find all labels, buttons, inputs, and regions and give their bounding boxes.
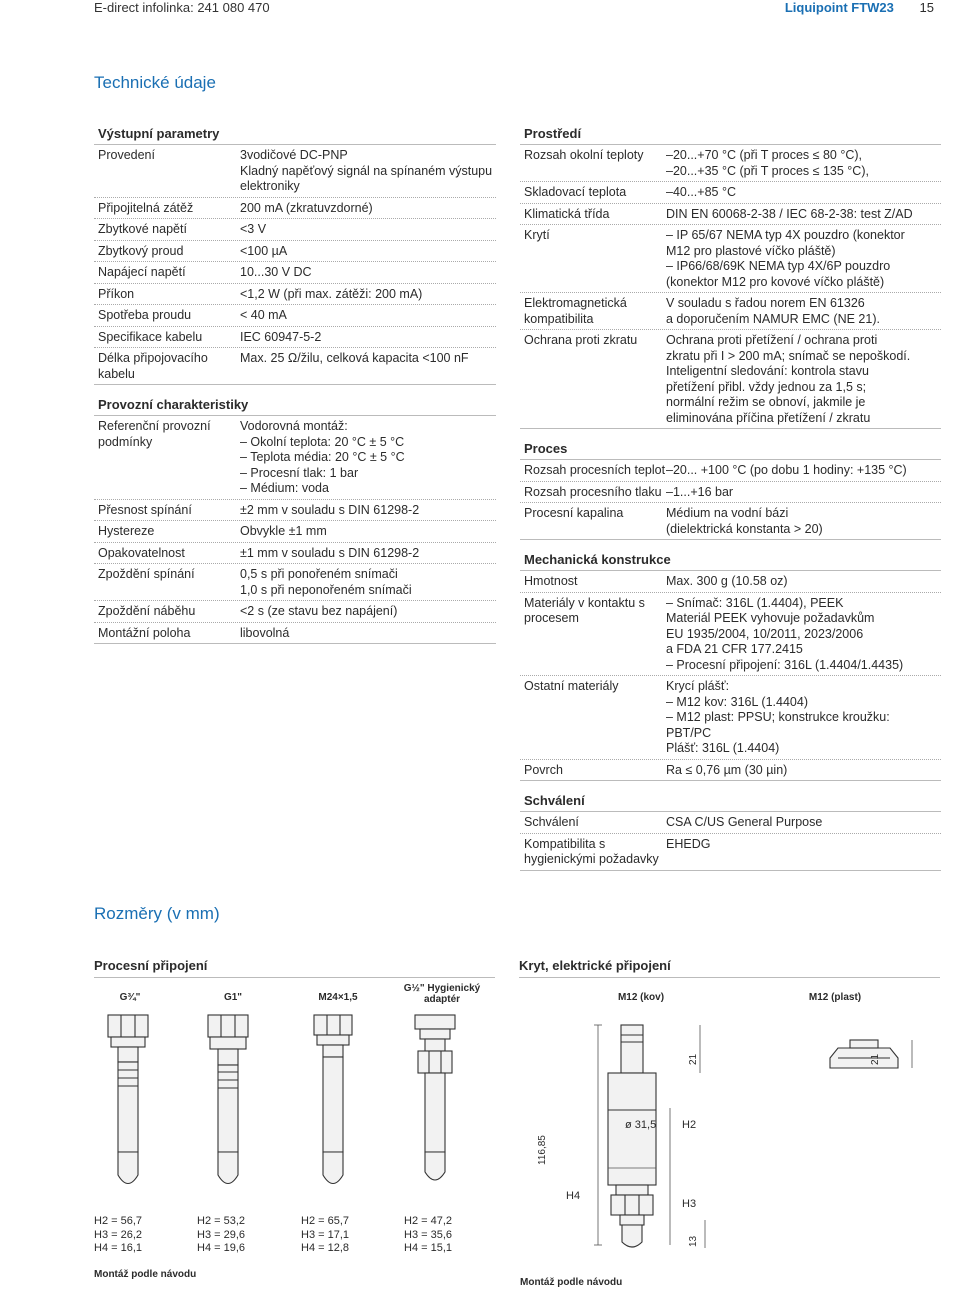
spec-value-line: (konektor M12 pro kovové víčko pláště) — [666, 274, 885, 289]
h4-value: H4 = 12,8 — [301, 1242, 350, 1254]
spec-row — [94, 145, 496, 198]
left-spec-column — [94, 126, 496, 644]
spec-label: Rozsah procesního tlaku — [524, 484, 662, 499]
spec-value-line: PBT/PC — [666, 725, 712, 740]
group-title: Mechanická konstrukce — [520, 552, 941, 571]
spec-label: Připojitelná zátěž — [98, 200, 194, 215]
spec-value-line: 1,0 s při neponořeném snímači — [240, 582, 412, 597]
spec-value-line: ±2 mm v souladu s DIN 61298-2 — [240, 502, 420, 517]
spec-row — [520, 812, 941, 834]
spec-value — [666, 815, 941, 831]
spec-value-line: Max. 300 g (10.58 oz) — [666, 574, 788, 588]
spec-value-line: 10...30 V DC — [240, 265, 312, 279]
connection-caption: M24×1,5 — [318, 992, 358, 1003]
spec-row — [520, 225, 941, 293]
h2-label: H2 — [682, 1119, 697, 1131]
spec-value-line: Médium na vodní bázi — [666, 506, 789, 520]
spec-label: Hystereze — [98, 524, 155, 538]
spec-row — [520, 460, 941, 482]
divider — [519, 977, 940, 978]
connection-drawing-g12-hygienic — [415, 1015, 455, 1180]
spec-value-line: <1,2 W (při max. zátěži: 200 mA) — [240, 286, 423, 301]
spec-value-line: EU 1935/2004, 10/2011, 2023/2006 — [666, 626, 864, 641]
spec-value-line: <3 V — [240, 222, 267, 236]
spec-value-line: Max. 25 Ω/žilu, celková kapacita <100 nF — [240, 351, 469, 365]
spec-value-line: a doporučením NAMUR EMC (NE 21). — [666, 311, 880, 326]
spec-value-line: –20...+70 °C (při T proces ≤ 80 °C), — [666, 148, 862, 162]
spec-label: Opakovatelnost — [98, 545, 185, 560]
spec-label: Ochrana proti zkratu — [524, 333, 638, 347]
spec-label: Kompatibilita s hygienickými požadavky — [524, 836, 659, 866]
spec-value-line: <100 µA — [240, 243, 288, 258]
spec-label: Schválení — [524, 815, 579, 829]
h4-value: H4 = 19,6 — [197, 1242, 246, 1254]
spec-value-line: – Teplota média: 20 °C ± 5 °C — [240, 450, 405, 464]
spec-row — [520, 293, 941, 330]
spec-value-line: (dielektrická konstanta > 20) — [666, 521, 823, 536]
spec-value-line: Obvykle ±1 mm — [240, 524, 327, 538]
spec-value — [240, 148, 496, 195]
spec-row — [520, 204, 941, 226]
h2-value: H2 = 56,7 — [94, 1215, 143, 1227]
group-spacer — [94, 385, 496, 397]
spec-row — [94, 348, 496, 385]
group-spacer — [520, 781, 941, 793]
spec-row — [520, 571, 941, 593]
spec-value — [666, 185, 941, 201]
h2-value: H2 = 53,2 — [197, 1215, 246, 1227]
spec-label: Procesní kapalina — [524, 506, 624, 520]
spec-value-line: 200 mA (zkratuvzdorné) — [240, 200, 373, 215]
spec-label: Zbytkové napětí — [98, 222, 187, 236]
housing-title: Kryt, elektrické připojení — [519, 958, 671, 973]
cap-height-label: 21 — [688, 1053, 699, 1065]
spec-value-line: libovolná — [240, 625, 290, 640]
spec-value-line: Inteligentní sledování: kontrola stavu — [666, 364, 869, 378]
group-spacer — [520, 540, 941, 552]
spec-row — [94, 500, 496, 522]
spec-value-line: CSA C/US General Purpose — [666, 815, 823, 829]
spec-value-line: DIN EN 60068-2-38 / IEC 68-2-38: test Z/AD — [666, 206, 913, 221]
diameter-label: ø 31,5 — [625, 1119, 657, 1131]
connection-drawing-m24 — [314, 1015, 352, 1184]
spec-value — [240, 524, 496, 540]
spec-value — [666, 506, 941, 537]
h2-value: H2 = 47,2 — [404, 1215, 453, 1227]
spec-label: Montážní poloha — [98, 625, 191, 640]
spec-value — [240, 287, 496, 303]
housing-caption-metal: M12 (kov) — [617, 992, 665, 1003]
h4-label: H4 — [566, 1190, 581, 1202]
section-title: Technické údaje — [94, 73, 216, 92]
spec-value — [240, 244, 496, 260]
h3-value: H3 = 29,6 — [197, 1228, 246, 1241]
spec-row — [520, 834, 941, 871]
h3-label: H3 — [682, 1198, 697, 1210]
spec-value — [240, 503, 496, 519]
spec-value — [666, 148, 941, 179]
h3-value: H3 = 35,6 — [404, 1228, 453, 1241]
hotline-text: E-direct infolinka: 241 080 470 — [94, 0, 270, 15]
spec-label: Specifikace kabelu — [98, 329, 203, 344]
spec-label: Zbytkový proud — [98, 243, 184, 258]
spec-label: Hmotnost — [524, 574, 578, 588]
spec-row — [94, 416, 496, 500]
spec-value — [666, 296, 941, 327]
spec-value-line: Ra ≤ 0,76 µm (30 µin) — [666, 762, 788, 777]
mounting-note: Montáž podle návodu — [520, 1277, 623, 1288]
spec-value — [666, 333, 941, 426]
connection-caption: G¾" — [119, 992, 141, 1003]
spec-value-line: –20... +100 °C (po dobu 1 hodiny: +135 °C) — [666, 463, 907, 477]
connection-drawing-g34 — [108, 1015, 148, 1184]
spec-row — [520, 182, 941, 204]
spec-value-line: – IP66/68/69K NEMA typ 4X/6P pouzdro — [666, 259, 891, 273]
spec-value-line: < 40 mA — [240, 308, 287, 322]
spec-value-line: zkratu při I > 200 mA; snímač se nepoškodí. — [666, 348, 911, 363]
spec-value — [240, 308, 496, 324]
spec-row — [94, 262, 496, 284]
group-spacer — [520, 429, 941, 441]
spec-row — [94, 198, 496, 220]
spec-value — [240, 351, 496, 382]
spec-value-line: 3vodičové DC-PNP — [240, 148, 348, 162]
spec-value-line: –40...+85 °C — [666, 185, 736, 199]
process-connection-drawings — [94, 1010, 496, 1210]
h2-value: H2 = 65,7 — [301, 1215, 350, 1227]
spec-value-line: eliminována příčina přetížení / zkratu — [666, 410, 871, 425]
spec-value — [666, 596, 941, 674]
spec-value — [240, 626, 496, 642]
group-title: Prostředí — [520, 126, 941, 145]
dimensions-title: Rozměry (v mm) — [94, 904, 220, 923]
spec-value-line: normální režim se obnoví, jakmile je — [666, 395, 866, 409]
spec-value — [666, 207, 941, 223]
spec-value-line: – Okolní teplota: 20 °C ± 5 °C — [240, 434, 405, 449]
spec-value-line: a FDA 21 CFR 177.2415 — [666, 642, 803, 656]
spec-value-line: V souladu s řadou norem EN 61326 — [666, 296, 865, 310]
process-connection-title: Procesní připojení — [94, 958, 208, 973]
spec-value-line: Materiál PEEK vyhovuje požadavkům — [666, 611, 875, 625]
spec-row — [94, 327, 496, 349]
h3-value: H3 = 17,1 — [301, 1228, 350, 1241]
spec-value-line: – Procesní tlak: 1 bar — [240, 465, 359, 480]
spec-label: Zpoždění spínání — [98, 567, 195, 581]
spec-value-line: EHEDG — [666, 836, 711, 851]
spec-label: Elektromagnetická kompatibilita — [524, 296, 627, 326]
spec-value-line: Krycí plášť: — [666, 679, 730, 693]
spec-label: Délka připojovacího kabelu — [98, 351, 208, 381]
spec-value-line: ±1 mm v souladu s DIN 61298-2 — [240, 545, 420, 560]
spec-value-line: Vodorovná montáž: — [240, 419, 348, 433]
housing-caption-plastic: M12 (plast) — [808, 992, 862, 1003]
spec-label: Klimatická třída — [524, 206, 610, 221]
spec-row — [520, 145, 941, 182]
spec-value — [240, 604, 496, 620]
spec-value — [666, 574, 941, 590]
spec-row — [94, 241, 496, 263]
group-title: Provozní charakteristiky — [94, 397, 496, 416]
group-title: Proces — [520, 441, 941, 460]
spec-row — [94, 543, 496, 565]
spec-value-line: elektroniky — [240, 179, 300, 193]
spec-row — [94, 564, 496, 601]
spec-value — [240, 222, 496, 238]
spec-value — [240, 201, 496, 217]
spec-value-line: – Snímač: 316L (1.4404), PEEK — [666, 595, 844, 610]
tip-height-label: 13 — [688, 1235, 699, 1247]
spec-value-line: – Procesní připojení: 316L (1.4404/1.4435) — [666, 657, 904, 672]
h4-value: H4 = 16,1 — [94, 1242, 143, 1254]
spec-value — [666, 228, 941, 290]
spec-value-line: – Médium: voda — [240, 481, 329, 495]
spec-value — [666, 679, 941, 757]
total-height-label: 116,85 — [537, 1135, 548, 1165]
spec-label: Příkon — [98, 286, 135, 301]
spec-label: Krytí — [524, 228, 550, 242]
spec-label: Provedení — [98, 148, 155, 162]
spec-value — [666, 837, 941, 868]
connection-caption: G½" Hygienický adaptér — [403, 983, 481, 1005]
spec-value — [666, 463, 941, 479]
spec-label: Ostatní materiály — [524, 679, 619, 693]
group-title: Schválení — [520, 793, 941, 812]
spec-row — [520, 676, 941, 760]
spec-value-line: přetížení přibl. vždy jednou za 1,5 s; — [666, 379, 867, 394]
cap-height-label: 21 — [870, 1053, 881, 1065]
spec-row — [94, 219, 496, 241]
spec-label: Skladovací teplota — [524, 185, 627, 199]
spec-value-line: –1...+16 bar — [666, 484, 734, 499]
spec-row — [520, 482, 941, 504]
spec-value — [240, 567, 496, 598]
spec-value-line: Kladný napěťový signál na spínaném výstupu — [240, 163, 493, 178]
spec-value — [240, 546, 496, 562]
spec-value — [240, 419, 496, 497]
spec-label: Zpoždění náběhu — [98, 604, 196, 618]
spec-value — [666, 763, 941, 779]
spec-label: Rozsah procesních teplot — [524, 463, 666, 477]
spec-value-line: – IP 65/67 NEMA typ 4X pouzdro (konektor — [666, 228, 905, 242]
spec-value-line: Plášť: 316L (1.4404) — [666, 741, 780, 755]
page-number: 15 — [919, 0, 934, 15]
spec-value-line: IEC 60947-5-2 — [240, 329, 322, 344]
h4-value: H4 = 15,1 — [404, 1242, 453, 1254]
spec-value-line: – M12 kov: 316L (1.4404) — [666, 694, 808, 709]
spec-row — [94, 305, 496, 327]
h3-value: H3 = 26,2 — [94, 1228, 143, 1241]
spec-value-line: <2 s (ze stavu bez napájení) — [240, 604, 398, 618]
group-title: Výstupní parametry — [94, 126, 496, 145]
page-header — [94, 0, 934, 18]
spec-value — [240, 265, 496, 281]
spec-label: Spotřeba proudu — [98, 308, 192, 322]
connection-drawing-g1 — [208, 1015, 248, 1184]
spec-value-line: Ochrana proti přetížení / ochrana proti — [666, 333, 878, 347]
divider — [94, 977, 495, 978]
spec-row — [94, 623, 496, 645]
spec-label: Napájecí napětí — [98, 265, 186, 279]
spec-value-line: 0,5 s při ponořeném snímači — [240, 567, 398, 581]
right-spec-column — [520, 126, 941, 871]
product-name: Liquipoint FTW23 — [784, 0, 894, 15]
spec-value — [240, 330, 496, 346]
spec-row — [94, 521, 496, 543]
spec-row — [520, 503, 941, 540]
spec-row — [520, 330, 941, 429]
spec-row — [94, 601, 496, 623]
spec-row — [94, 284, 496, 306]
spec-value-line: M12 pro plastové víčko pláště) — [666, 243, 836, 258]
mounting-note: Montáž podle návodu — [94, 1269, 197, 1280]
spec-value-line: –20...+35 °C (při T proces ≤ 135 °C), — [666, 163, 869, 178]
spec-label: Přesnost spínání — [98, 502, 192, 517]
spec-label: Rozsah okolní teploty — [524, 148, 644, 162]
spec-label: Materiály v kontaktu s procesem — [524, 595, 645, 625]
spec-value — [666, 485, 941, 501]
spec-label: Referenční provozní podmínky — [98, 419, 211, 449]
spec-label: Povrch — [524, 762, 563, 777]
spec-row — [520, 760, 941, 782]
connection-caption: G1" — [223, 992, 243, 1003]
spec-row — [520, 593, 941, 677]
spec-value-line: – M12 plast: PPSU; konstrukce kroužku: — [666, 710, 890, 724]
